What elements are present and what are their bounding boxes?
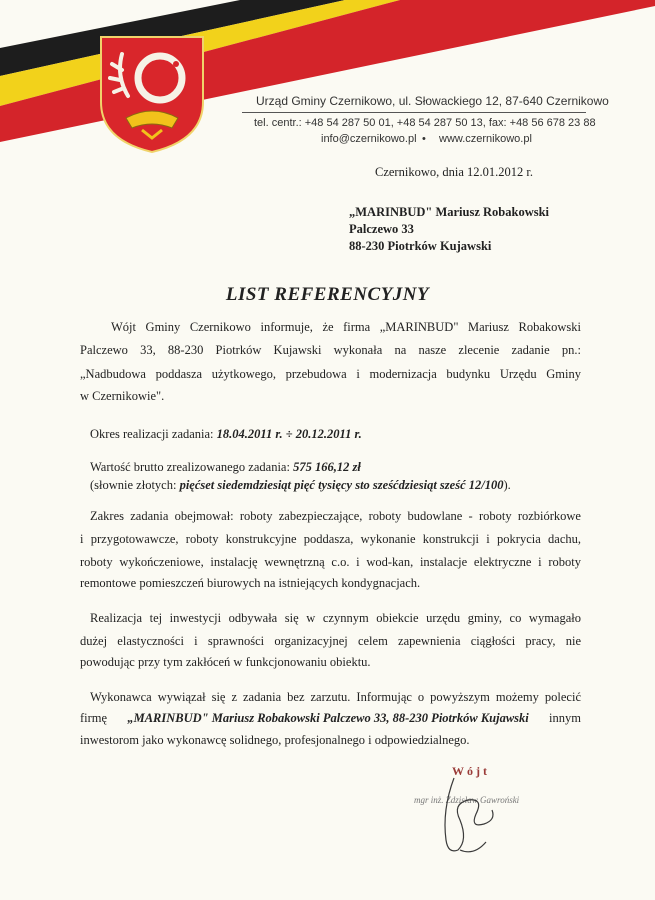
closing-prefix: firmę xyxy=(80,711,108,725)
value-amount: 575 166,12 zł xyxy=(293,460,361,474)
stamp-name: mgr inż. Zdzisław Gawroński xyxy=(414,795,520,805)
recipient-street: Palczewo 33 xyxy=(349,222,414,236)
closing-line1: Wykonawca wywiązał się z zadania bez zarzutu. Informując o powyższym możemy polecić xyxy=(90,690,581,704)
scope-line1: Zakres zadania obejmował: roboty zabezpieczające, roboty budowlane - roboty rozbiórkowe xyxy=(90,509,581,523)
closing-line2 xyxy=(80,709,581,728)
realization-line2: dużej elastyczności i sprawności organizacyjnej celem zapewnienia ciągłości pracy, nie xyxy=(80,634,581,648)
scope-line3: roboty wykończeniowe, instalację wewnętrzną c.o. i wod-kan, instalacje elektryczne i roboty xyxy=(80,555,581,569)
value-words-suffix: ). xyxy=(503,478,511,492)
value-words-prefix: (słownie złotych: xyxy=(90,478,177,492)
period-label: Okres realizacji zadania: xyxy=(90,427,214,441)
value-words-line xyxy=(90,476,511,495)
value-line xyxy=(90,458,361,477)
para1-line4: w Czernikowie". xyxy=(80,389,165,403)
date-line: Czernikowo, dnia 12.01.2012 r. xyxy=(375,165,533,179)
office-phones: tel. centr.: +48 54 287 50 01, +48 54 287 50 13, fax: +48 56 678 23 88 xyxy=(254,117,596,129)
period-value: 18.04.2011 r. ÷ 20.12.2011 r. xyxy=(216,427,362,441)
para1-line2: Palczewo 33, 88-230 Piotrków Kujawski wykonała na nasze zlecenie zadanie pn.: xyxy=(80,343,581,357)
closing-suffix: innym xyxy=(549,711,581,725)
para1-line3: „Nadbudowa poddasza użytkowego, przebudowa i modernizacja budynku Urzędu Gminy xyxy=(80,367,581,381)
scope-line2: i przygotowawcze, roboty konstrukcyjne poddasza, wykonanie konstrukcji i pokrycia dachu, xyxy=(80,532,581,546)
office-address: Urząd Gminy Czernikowo, ul. Słowackiego 12, 87-640 Czernikowo xyxy=(256,94,609,108)
period-line xyxy=(90,425,362,444)
realization-line3: powodując przy tym zakłóceń w funkcjonowaniu obiektu. xyxy=(80,655,371,669)
value-label: Wartość brutto zrealizowanego zadania: xyxy=(90,460,290,474)
closing-company: „MARINBUD" Mariusz Robakowski Palczewo 33, 88-230 Piotrków Kujawski xyxy=(127,711,529,725)
recipient-city: 88-230 Piotrków Kujawski xyxy=(349,239,492,253)
office-website: www.czernikowo.pl xyxy=(439,133,532,145)
page-title: LIST REFERENCYJNY xyxy=(225,284,430,305)
office-email: info@czernikowo.pl xyxy=(321,133,417,145)
header-divider xyxy=(242,112,586,113)
value-words: pięćset siedemdziesiąt pięć tysięcy sto sześćdziesiąt sześć 12/100 xyxy=(179,478,504,492)
realization-line1: Realizacja tej inwestycji odbywała się w czynnym obiekcie urzędu gminy, co wymagało xyxy=(90,611,581,625)
recipient-name: „MARINBUD" Mariusz Robakowski xyxy=(349,205,550,219)
closing-line3: inwestorom jako wykonawcę solidnego, profesjonalnego i odpowiedzialnego. xyxy=(80,733,470,747)
stamp-title: Wójt xyxy=(452,764,490,778)
scope-line4: remontowe pomieszczeń biurowych na istniejących kondygnacjach. xyxy=(80,576,421,590)
signature-icon xyxy=(424,770,554,860)
header-separator: • xyxy=(422,133,426,145)
municipal-coat-of-arms-icon xyxy=(98,34,206,154)
para1-line1: Wójt Gminy Czernikowo informuje, że firma „MARINBUD" Mariusz Robakowski xyxy=(111,320,581,334)
